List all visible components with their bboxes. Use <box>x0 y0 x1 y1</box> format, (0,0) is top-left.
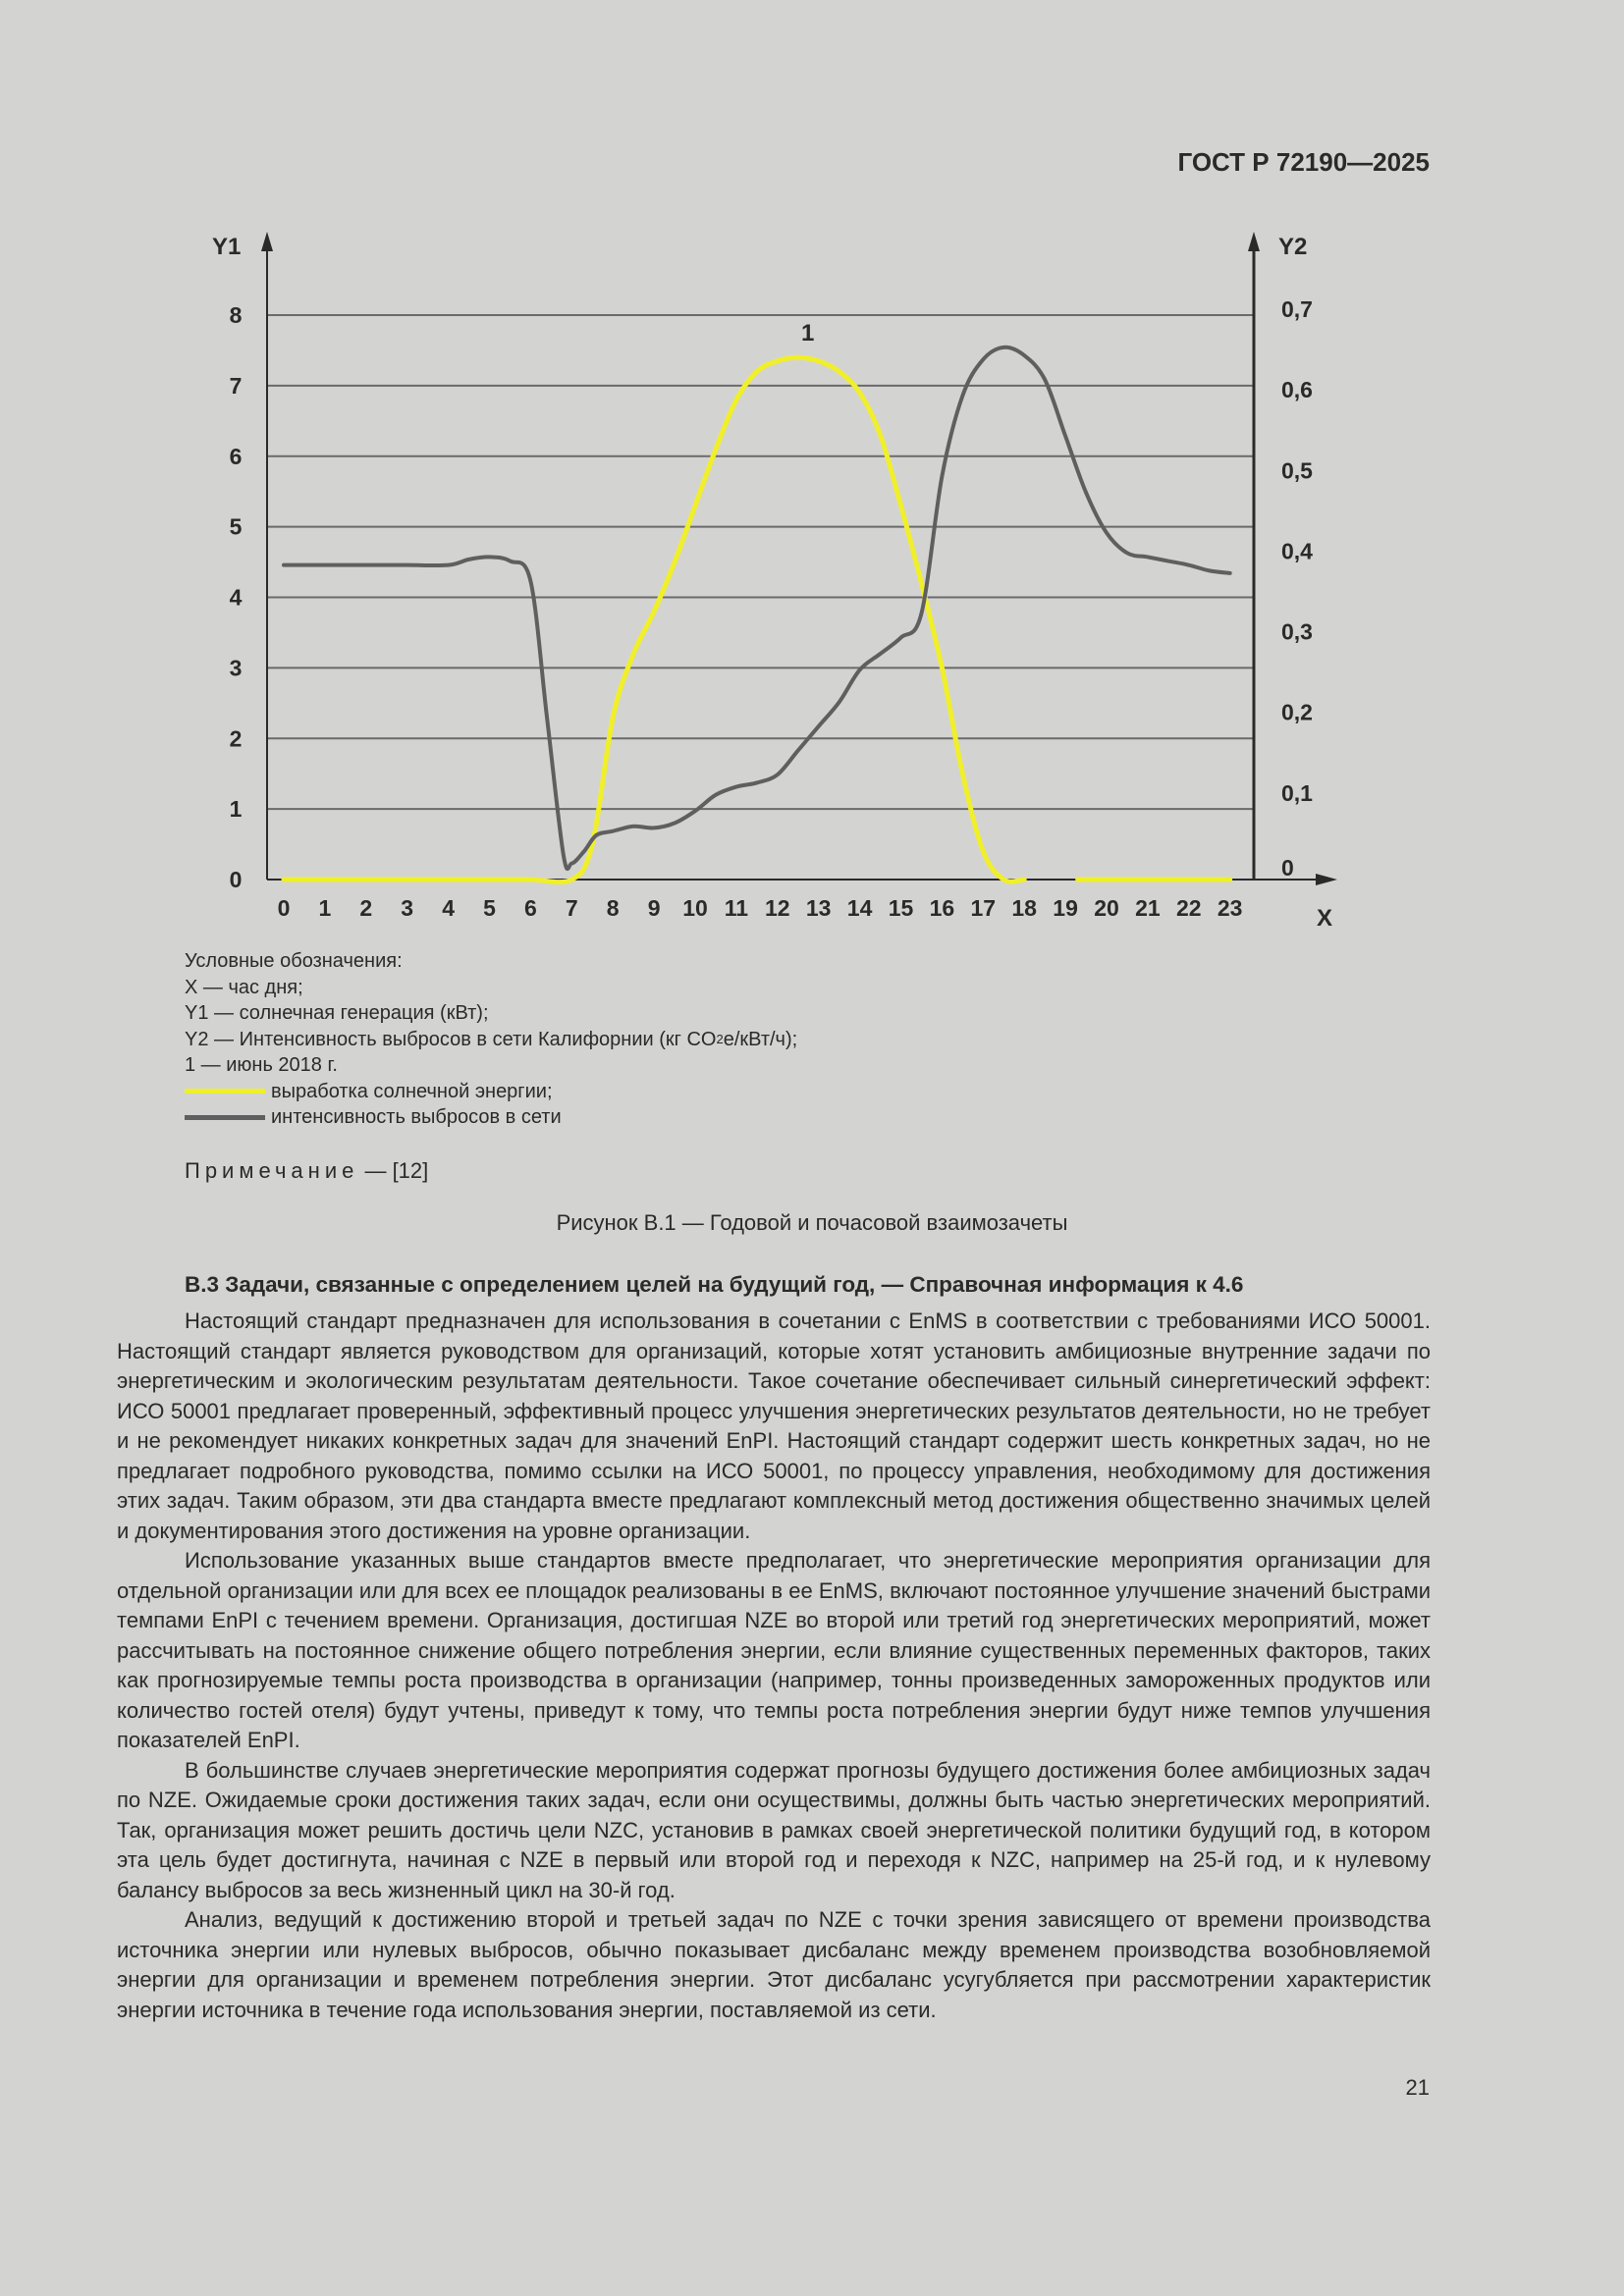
y1-axis-label: Y1 <box>212 234 242 260</box>
legend-y2-suffix: е/кВт/ч); <box>723 1028 798 1050</box>
page-number: 21 <box>1405 2075 1430 2100</box>
note-text: — [12] <box>358 1158 429 1183</box>
y1-tick-label: 6 <box>229 443 243 469</box>
paragraph: Анализ, ведущий к достижению второй и третьей задач по NZE с точки зрения зависящего от времени производства источника энергии или нулевых выбросов, обычно показывает дисбаланс между временем производства возобновляемой энергии для организации и временем потребления энергии. Этот дисбаланс усугубляется при рассмотрении характеристик энергии источника в течение года использования энергии, поставляемой из сети. <box>117 1907 1431 2022</box>
series-annotation-label: 1 <box>801 320 815 347</box>
y1-tick-label: 8 <box>229 302 243 328</box>
figure-note <box>185 1158 428 1184</box>
x-tick-label: 16 <box>929 895 955 921</box>
x-tick-label: 2 <box>359 895 373 921</box>
legend-emissions-entry <box>185 1104 797 1131</box>
paragraph: В большинстве случаев энергетические мероприятия содержат прогнозы будущего достижения более амбициозных задач по NZE. Ожидаемые сроки достижения таких задач, если они осуществимы, должны быть частью энергетических мероприятий. Так, организация может решить достичь цели NZC, установив в рамках своей энергетической политики будущий год, в котором эта цель будет достигнута, начиная с NZE в первый или второй год и переходя к NZC, например на 25-й год, и к нулевому балансу выбросов за весь жизненный цикл на 30-й год. <box>117 1757 1431 1902</box>
y2-tick-label: 0 <box>1281 855 1294 881</box>
legend-y2-prefix: Y2 — Интенсивность выбросов в сети Калифорнии (кг CO <box>185 1028 717 1050</box>
section-body <box>117 1307 1431 2025</box>
x-tick-label: 7 <box>565 895 578 921</box>
grid-emissions-line <box>284 347 1230 869</box>
legend-title: Условные обозначения: <box>185 950 403 972</box>
x-tick-label: 21 <box>1135 895 1161 921</box>
paragraph: Настоящий стандарт предназначен для использования в сочетании с EnMS в соответствии с требованиями ИСО 50001. Настоящий стандарт является руководством для организаций, которые хотят установить амбициозные внутренние задачи по энергетическим и экологическим результатам деятельности. Такое сочетание обеспечивает сильный синергетический эффект: ИСО 50001 предлагает проверенный, эффективный процесс улучшения энергетических результатов деятельности, но не требует и не рекомендует никаких конкретных задач для значений EnPI. Настоящий стандарт содержит шесть конкретных задач, но не предлагает подробного руководства, помимо ссылки на ИСО 50001, по процессу управления, необходимому для достижения этих задач. Таким образом, эти два стандарта вместе предлагают комплексный метод достижения общественно значимых целей и документирования этого достижения на уровне организации. <box>117 1308 1431 1543</box>
y1-tick-label: 5 <box>229 513 243 540</box>
legend-solar-entry <box>185 1079 797 1105</box>
x-tick-label: 14 <box>846 895 873 921</box>
legend-solar-label: выработка солнечной энергии; <box>271 1080 553 1102</box>
y2-tick-label: 0,3 <box>1281 618 1313 645</box>
x-tick-label: 6 <box>524 895 537 921</box>
y1-tick-labels <box>230 302 243 892</box>
document-code: ГОСТ Р 72190—2025 <box>1177 147 1430 177</box>
note-label: Примечание <box>185 1158 359 1183</box>
x-tick-label: 9 <box>647 895 661 921</box>
x-tick-label: 22 <box>1176 895 1202 921</box>
y2-axis-arrow <box>1248 232 1260 251</box>
series-lines <box>284 347 1230 882</box>
x-tick-label: 20 <box>1094 895 1119 921</box>
legend-emissions-swatch <box>185 1115 265 1120</box>
x-tick-label: 17 <box>970 895 997 921</box>
y2-tick-labels <box>1281 296 1313 881</box>
chart <box>0 0 1624 942</box>
x-tick-labels <box>278 895 1243 921</box>
x-tick-label: 23 <box>1217 895 1243 921</box>
x-axis-label: X <box>1317 905 1333 932</box>
y2-tick-label: 0,5 <box>1281 457 1313 484</box>
y1-axis-arrow <box>261 232 273 251</box>
y1-tick-label: 1 <box>229 796 243 823</box>
y1-tick-label: 3 <box>229 655 243 681</box>
y2-tick-label: 0,4 <box>1281 538 1313 564</box>
legend-series-description: 1 — июнь 2018 г. <box>185 1054 338 1076</box>
x-tick-label: 3 <box>401 895 414 921</box>
y2-axis-label: Y2 <box>1278 234 1308 260</box>
chart-legend <box>185 948 797 1131</box>
figure-caption: Рисунок В.1 — Годовой и почасовой взаимозачеты <box>556 1210 1068 1235</box>
section-heading: В.3 Задачи, связанные с определением целей на будущий год, — Справочная информация к 4.6 <box>185 1272 1244 1297</box>
legend-y2-description <box>185 1027 797 1053</box>
x-tick-label: 11 <box>724 895 749 921</box>
y1-tick-label: 0 <box>229 867 243 892</box>
paragraph: Использование указанных выше стандартов вместе предполагает, что энергетические мероприятия организации для отдельной организации или для всех ее площадок реализованы в ее EnMS, включают постоянное улучшение значений быстрами темпами EnPI с течением времени. Организация, достигшая NZE во второй или третий год энергетических мероприятий, может рассчитывать на постоянное снижение общего потребления энергии, если влияние существенных переменных факторов, таких как прогнозируемые темпы роста производства в организации (например, тонны произведенных замороженных продуктов или количество гостей отеля) будут учтены, приведут к тому, что темпы роста потребления энергии будут ниже темпов улучшения показателей EnPI. <box>117 1548 1431 1752</box>
x-tick-label: 18 <box>1011 895 1037 921</box>
legend-y2-subscript: 2 <box>716 1031 724 1046</box>
legend-x-description: X — час дня; <box>185 976 303 998</box>
x-tick-label: 12 <box>765 895 790 921</box>
x-axis-arrow <box>1316 874 1337 885</box>
y2-tick-label: 0,7 <box>1281 296 1313 322</box>
x-tick-label: 13 <box>805 895 832 921</box>
x-tick-label: 1 <box>318 895 332 921</box>
legend-solar-swatch <box>185 1089 265 1094</box>
x-tick-label: 8 <box>606 895 620 921</box>
x-tick-label: 5 <box>483 895 496 921</box>
y1-tick-label: 7 <box>229 372 243 399</box>
solar-generation-line <box>284 357 1024 882</box>
legend-y1-description: Y1 — солнечная генерация (кВт); <box>185 1002 489 1024</box>
y2-tick-label: 0,6 <box>1281 377 1313 403</box>
x-tick-label: 15 <box>888 895 914 921</box>
axes <box>261 232 1337 885</box>
x-tick-label: 4 <box>442 895 455 921</box>
y2-tick-label: 0,2 <box>1281 699 1313 725</box>
grid-lines <box>267 315 1254 809</box>
legend-emissions-label: интенсивность выбросов в сети <box>271 1106 562 1128</box>
x-tick-label: 19 <box>1053 895 1078 921</box>
y2-tick-label: 0,1 <box>1281 779 1313 806</box>
y1-tick-label: 2 <box>229 725 243 752</box>
y1-tick-label: 4 <box>229 584 243 611</box>
x-tick-label: 0 <box>277 895 291 921</box>
x-tick-label: 10 <box>682 895 708 921</box>
